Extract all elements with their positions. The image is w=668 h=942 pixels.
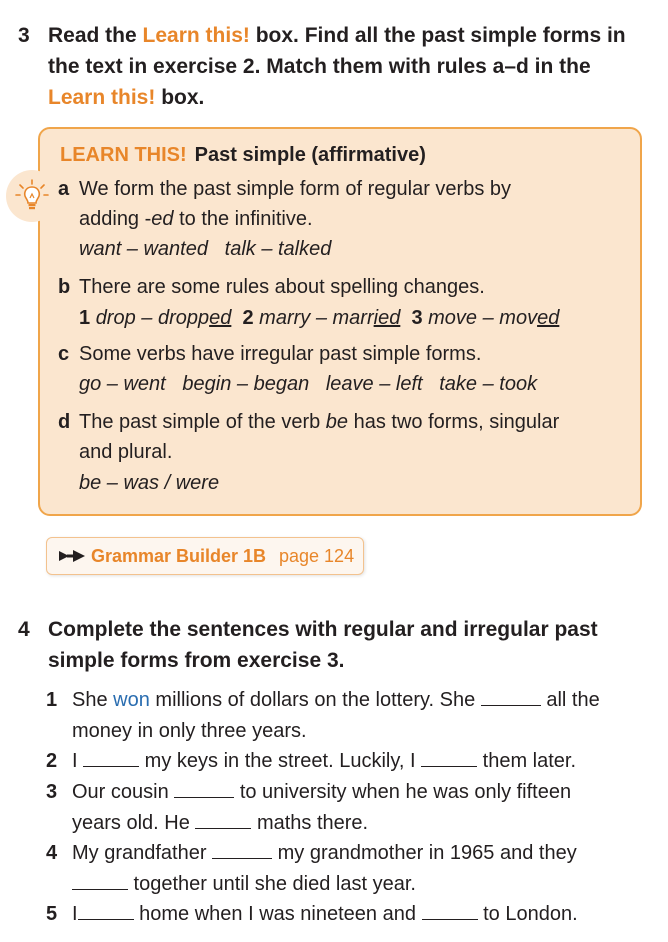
example-base: drop – dropp	[95, 307, 210, 329]
sentence-number: 3	[46, 781, 58, 803]
example-ending: ied	[373, 307, 401, 329]
sentence-line	[72, 685, 600, 715]
text-run: Our cousin	[72, 781, 175, 803]
grammar-builder-label: Grammar Builder 1B	[91, 546, 267, 566]
instruction-line: the text in exercise 2. Match them with rules a–d in the	[48, 55, 591, 78]
example-ending: ed	[537, 307, 560, 329]
learn-this-tag: LEARN THIS!	[60, 144, 187, 166]
exercise-text	[48, 20, 626, 113]
text-run: The past simple of the verb	[79, 411, 326, 433]
example-number: 1	[79, 307, 91, 329]
double-arrow-icon	[59, 549, 87, 563]
text-run: millions of dollars on the lottery. She	[149, 689, 481, 711]
example-number: 3	[411, 307, 423, 329]
sentence-line	[72, 869, 416, 899]
text-run: home when I was nineteen and	[133, 903, 422, 925]
exercise-number: 4	[18, 618, 30, 641]
text-run: I	[72, 750, 84, 772]
text-run: Read the	[48, 24, 143, 47]
rule-c-text: Some verbs have irregular past simple forms.	[79, 343, 482, 365]
rule-d-examples: be – was / were	[79, 472, 220, 494]
answer-blank[interactable]	[422, 901, 478, 920]
rule-d-text: and plural.	[79, 441, 173, 463]
sentence-number: 4	[46, 842, 58, 864]
instruction-line: Complete the sentences with regular and irregular past	[48, 618, 598, 641]
rule-d-text	[79, 407, 559, 437]
text-run: maths there.	[251, 812, 369, 834]
rule-a-examples: want – wanted talk – talked	[79, 238, 332, 260]
rule-a-text	[79, 204, 313, 234]
instruction-line: simple forms from exercise 3.	[48, 649, 345, 672]
answer-blank[interactable]	[212, 840, 272, 859]
rule-letter-a: a	[58, 178, 70, 200]
example-base: move – mov	[428, 307, 538, 329]
exercise-text	[48, 614, 598, 676]
instruction-line	[48, 20, 626, 51]
sentence-number: 2	[46, 750, 58, 772]
text-run: them later.	[477, 750, 577, 772]
text-run: has two forms, singular	[348, 411, 560, 433]
example-ending: ed	[209, 307, 232, 329]
example-base: marry – marr	[259, 307, 374, 329]
answer-blank[interactable]	[195, 810, 251, 829]
grammar-builder-link[interactable]	[46, 537, 364, 575]
rule-letter-d: d	[58, 411, 71, 433]
answer-blank[interactable]	[83, 748, 139, 767]
example-answer: won	[113, 689, 150, 711]
text-run: adding -	[79, 208, 152, 230]
grammar-builder-page: page 124	[279, 546, 355, 566]
text-run: all the	[540, 689, 600, 711]
text-run: My grandfather	[72, 842, 213, 864]
answer-blank[interactable]	[78, 901, 134, 920]
italic-run: be	[325, 411, 349, 433]
rule-c-examples: go – went begin – began leave – left take – took	[79, 373, 538, 395]
lightbulb-icon	[6, 170, 58, 222]
sentence-number: 5	[46, 903, 58, 925]
text-run: my grandmother in 1965 and they	[272, 842, 577, 864]
answer-blank[interactable]	[421, 748, 477, 767]
exercise-number: 3	[18, 24, 30, 47]
rule-letter-b: b	[58, 276, 71, 298]
learn-this-ref: Learn this!	[48, 86, 156, 109]
rule-b-examples	[79, 303, 559, 333]
text-run: to university when he was only fifteen	[234, 781, 572, 803]
answer-blank[interactable]	[72, 871, 128, 890]
italic-run: ed	[151, 208, 174, 230]
sentence-line	[72, 808, 368, 838]
sentence-line: money in only three years.	[72, 720, 307, 742]
learn-this-ref: Learn this!	[142, 24, 250, 47]
text-run: box. Find all the past simple forms in	[249, 24, 626, 47]
learn-this-title	[60, 141, 426, 169]
rule-letter-c: c	[58, 343, 70, 365]
text-run: together until she died last year.	[128, 873, 416, 895]
sentence-number: 1	[46, 689, 58, 711]
text-run: to the infinitive.	[173, 208, 313, 230]
rule-b-text: There are some rules about spelling changes.	[79, 276, 485, 298]
answer-blank[interactable]	[481, 687, 541, 706]
text-run: She	[72, 689, 114, 711]
text-run: box.	[155, 86, 205, 109]
text-run: my keys in the street. Luckily, I	[139, 750, 422, 772]
text-run: to London.	[477, 903, 578, 925]
rule-a-text: We form the past simple form of regular verbs by	[79, 178, 512, 200]
example-number: 2	[242, 307, 254, 329]
text-run: years old. He	[72, 812, 196, 834]
sentence-line	[72, 746, 576, 776]
instruction-line	[48, 82, 626, 113]
sentence-line	[72, 899, 578, 929]
box-title: Past simple (affirmative)	[194, 144, 426, 166]
answer-blank[interactable]	[174, 779, 234, 798]
sentence-line	[72, 777, 571, 807]
sentence-line	[72, 838, 577, 868]
text-run: I	[72, 903, 78, 925]
